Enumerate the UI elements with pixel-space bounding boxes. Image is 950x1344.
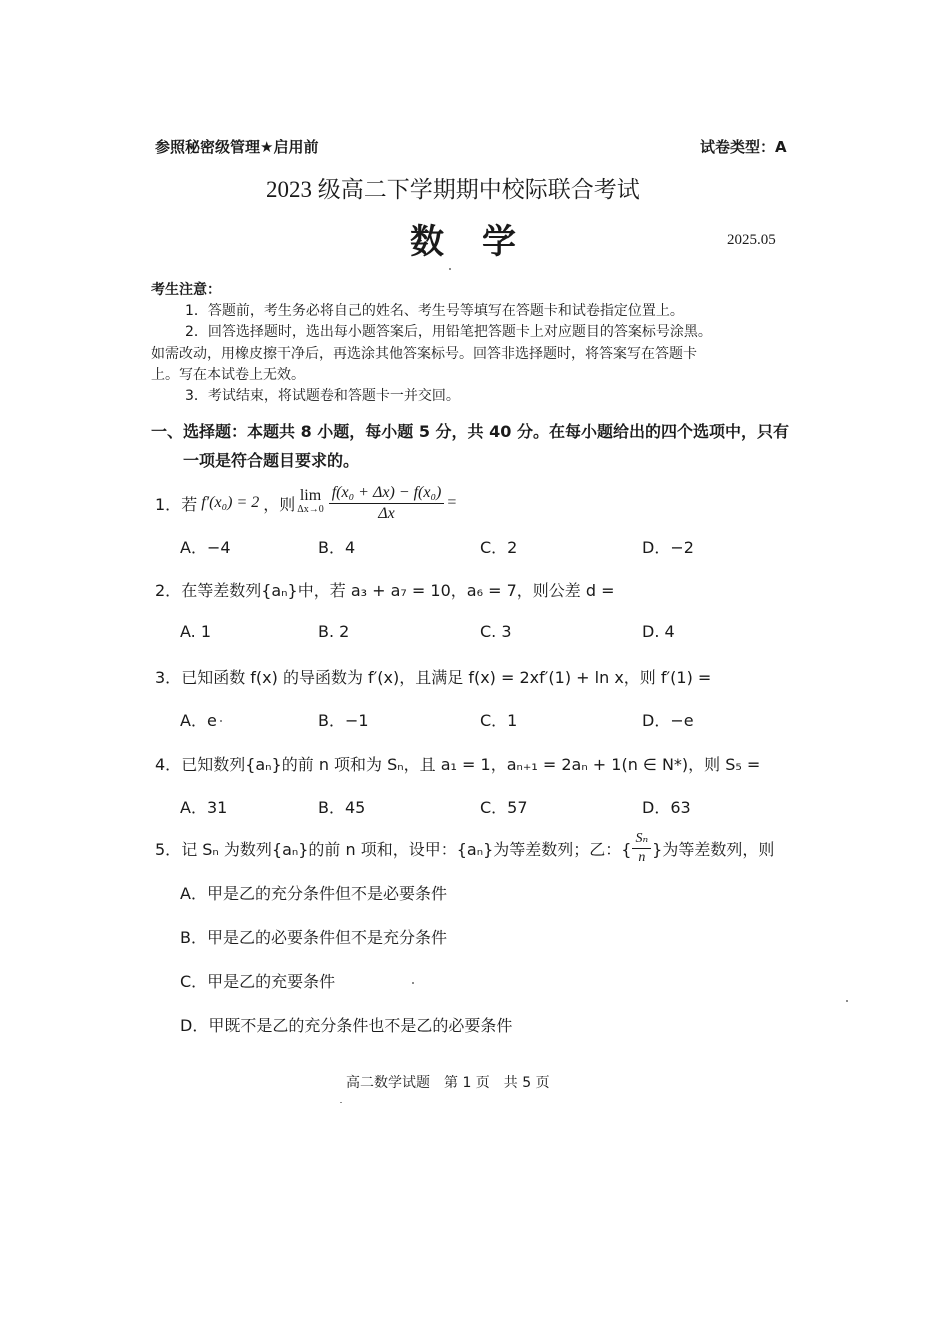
equals-sign: = [447,494,457,511]
subject-title: 数 学 [410,222,518,262]
notice-item: 1．答题前，考生务必将自己的姓名、考生号等填写在答题卡和试卷指定位置上。 [185,303,684,319]
question-text: }为等差数列，则 [652,839,775,859]
option-d: D．−2 [642,538,694,557]
limit-expr [297,489,323,517]
confidential-label: 参照秘密级管理★启用前 [155,138,319,156]
notice-item: 2．回答选择题时，选出每小题答案后，用铅笔把答题卡上对应题目的答案标号涂黑。 [185,324,712,340]
scan-speck [846,1000,848,1002]
fraction-denominator: Δx [378,504,395,522]
question-1 [155,478,456,528]
option-b: B．甲是乙的必要条件但不是充分条件 [180,928,447,947]
option-a: A．e [180,711,217,730]
question-text: 记 Sₙ 为数列{aₙ}的前 n 项和，设甲：{aₙ}为等差数列；乙：{ [181,839,632,859]
option-c: C．57 [480,798,528,817]
limit-word: lim [299,487,322,504]
question-number: 5． [155,839,182,859]
fraction [632,830,651,866]
section-heading: 一、选择题：本题共 8 小题，每小题 5 分，共 40 分。在每小题给出的四个选项中，只有 [151,422,789,441]
option-c: C. 3 [480,622,512,641]
fraction-numerator: f(x₀ + Δx) − f(x₀) [329,484,445,504]
question-3 [155,665,711,688]
notice-item: 3．考试结束，将试题卷和答题卡一并交回。 [185,388,460,404]
fraction-numerator: Sₙ [632,830,651,849]
option-c: C．甲是乙的充要条件 [180,972,336,991]
math-expr: f′(x₀) = 2 [201,494,260,511]
option-a: A．甲是乙的充分条件但不是必要条件 [180,884,447,903]
option-d: D．甲既不是乙的充分条件也不是乙的必要条件 [180,1016,513,1035]
option-b: B．4 [318,538,356,557]
option-c: C．1 [480,711,518,730]
fraction [329,484,445,523]
page-footer: 高二数学试题 第 1 页 共 5 页 [346,1075,550,1091]
exam-date: 2025.05 [727,232,776,248]
option-a: A．−4 [180,538,231,557]
notice-item: 如需改动，用橡皮擦干净后，再选涂其他答案标号。回答非选择题时，将答案写在答题卡 [151,346,697,362]
question-2 [155,578,614,601]
option-d: D. 4 [642,622,675,641]
paper-type-label: 试卷类型：A [700,138,787,156]
exam-title: 2023 级高二下学期期中校际联合考试 [266,177,640,202]
notice-heading: 考生注意： [151,282,221,298]
question-number: 2． [155,581,182,600]
scan-speck [449,268,451,270]
option-b: B. 2 [318,622,350,641]
option-d: D．63 [642,798,691,817]
fraction-denominator: n [638,850,646,865]
option-c: C．2 [480,538,518,557]
question-number: 3． [155,668,182,687]
limit-subscript: Δx→0 [297,504,324,515]
scan-speck [220,720,222,722]
scan-speck [340,1102,342,1103]
option-a: A．31 [180,798,228,817]
question-4 [155,752,760,775]
question-text: 已知函数 f(x) 的导函数为 f′(x)，且满足 f(x) = 2xf′(1) + ln x，则 f′(1) = [181,668,712,687]
question-text: 已知数列{aₙ}的前 n 项和为 Sₙ，且 a₁ = 1，aₙ₊₁ = 2aₙ + 1(n ∈ N*)，则 S₅ = [181,755,761,774]
notice-item: 上。写在本试卷上无效。 [151,367,305,383]
question-number: 1． [155,494,182,514]
option-a: A. 1 [180,622,212,641]
question-text: 若 [181,494,198,514]
question-text: 在等差数列{aₙ}中，若 a₃ + a₇ = 10，a₆ = 7，则公差 d = [181,581,615,600]
question-5 [155,825,774,871]
section-heading-cont: 一项是符合题目要求的。 [183,451,360,470]
scan-speck [412,982,414,984]
option-b: B．45 [318,798,366,817]
question-text: ，则 [263,494,296,514]
question-number: 4． [155,755,182,774]
option-b: B．−1 [318,711,369,730]
option-d: D．−e [642,711,694,730]
